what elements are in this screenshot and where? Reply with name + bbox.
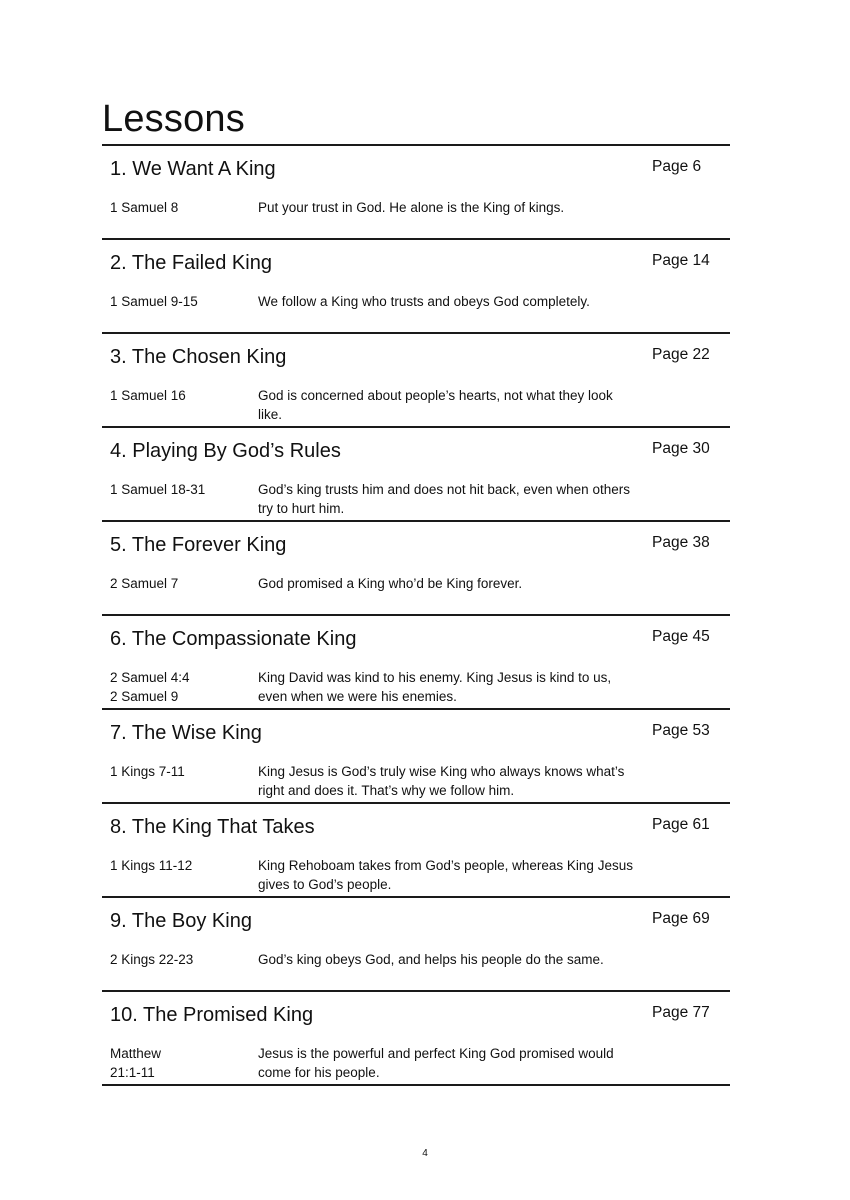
lesson-summary: Put your trust in God. He alone is the King of kings. bbox=[258, 200, 565, 215]
lesson-page-link[interactable]: Page 6 bbox=[652, 158, 702, 175]
lesson-title: 9. The Boy King bbox=[110, 910, 252, 932]
lesson-reference: 2 Samuel 4:4 2 Samuel 9 bbox=[110, 670, 190, 704]
lesson-summary: God’s king obeys God, and helps his people do the same. bbox=[258, 952, 604, 967]
lesson-title: 1. We Want A King bbox=[110, 158, 276, 180]
lesson-page-link[interactable]: Page 53 bbox=[652, 722, 710, 739]
page-number: 4 bbox=[422, 1148, 428, 1159]
lesson-reference: 1 Samuel 8 bbox=[110, 200, 179, 215]
lesson-page-link[interactable]: Page 69 bbox=[652, 910, 710, 927]
lesson-row bbox=[102, 522, 730, 616]
lesson-reference: 2 Kings 22-23 bbox=[110, 952, 194, 967]
lesson-page-link[interactable]: Page 77 bbox=[652, 1004, 710, 1021]
lesson-title: 10. The Promised King bbox=[110, 1004, 314, 1026]
lesson-summary: God’s king trusts him and does not hit back, even when others try to hurt him. bbox=[258, 482, 630, 516]
lesson-summary: Jesus is the powerful and perfect King God promised would come for his people. bbox=[258, 1046, 614, 1080]
lesson-title: 7. The Wise King bbox=[110, 722, 262, 744]
lesson-row bbox=[102, 428, 730, 522]
lesson-reference: 1 Kings 7-11 bbox=[110, 764, 185, 779]
lesson-summary: God is concerned about people’s hearts, not what they look like. bbox=[258, 388, 613, 422]
lesson-title: 6. The Compassionate King bbox=[110, 628, 357, 650]
lesson-title: 5. The Forever King bbox=[110, 534, 287, 556]
lesson-row bbox=[102, 992, 730, 1086]
lesson-summary: King Rehoboam takes from God’s people, whereas King Jesus gives to God’s people. bbox=[258, 858, 633, 892]
lesson-reference: 1 Samuel 9-15 bbox=[110, 294, 198, 309]
lesson-title: 3. The Chosen King bbox=[110, 346, 287, 368]
lessons-table bbox=[102, 144, 730, 1086]
lesson-row bbox=[102, 240, 730, 334]
lesson-summary: We follow a King who trusts and obeys God completely. bbox=[258, 294, 590, 309]
lesson-row bbox=[102, 804, 730, 898]
lesson-title: 8. The King That Takes bbox=[110, 816, 315, 838]
lesson-summary: King Jesus is God’s truly wise King who always knows what’s right and does it. That’s why we follow him. bbox=[258, 764, 625, 798]
lesson-page-link[interactable]: Page 45 bbox=[652, 628, 710, 645]
lesson-title: 2. The Failed King bbox=[110, 252, 272, 274]
lesson-summary: God promised a King who’d be King forever. bbox=[258, 576, 523, 591]
lesson-row bbox=[102, 898, 730, 992]
lesson-reference: 1 Samuel 18-31 bbox=[110, 482, 206, 497]
lesson-reference: 2 Samuel 7 bbox=[110, 576, 179, 591]
lesson-page-link[interactable]: Page 38 bbox=[652, 534, 710, 551]
lesson-row bbox=[102, 146, 730, 240]
lesson-row bbox=[102, 710, 730, 804]
lesson-row bbox=[102, 334, 730, 428]
lesson-row bbox=[102, 616, 730, 710]
lesson-page-link[interactable]: Page 14 bbox=[652, 252, 710, 269]
lesson-title: 4. Playing By God’s Rules bbox=[110, 440, 341, 462]
lesson-page-link[interactable]: Page 30 bbox=[652, 440, 710, 457]
lesson-reference: Matthew 21:1-11 bbox=[110, 1046, 162, 1080]
lesson-page-link[interactable]: Page 61 bbox=[652, 816, 710, 833]
page-title: Lessons bbox=[102, 98, 245, 140]
lesson-summary: King David was kind to his enemy. King Jesus is kind to us, even when we were his enemies. bbox=[258, 670, 612, 704]
lesson-reference: 1 Samuel 16 bbox=[110, 388, 186, 403]
lesson-page-link[interactable]: Page 22 bbox=[652, 346, 710, 363]
lesson-reference: 1 Kings 11-12 bbox=[110, 858, 193, 873]
